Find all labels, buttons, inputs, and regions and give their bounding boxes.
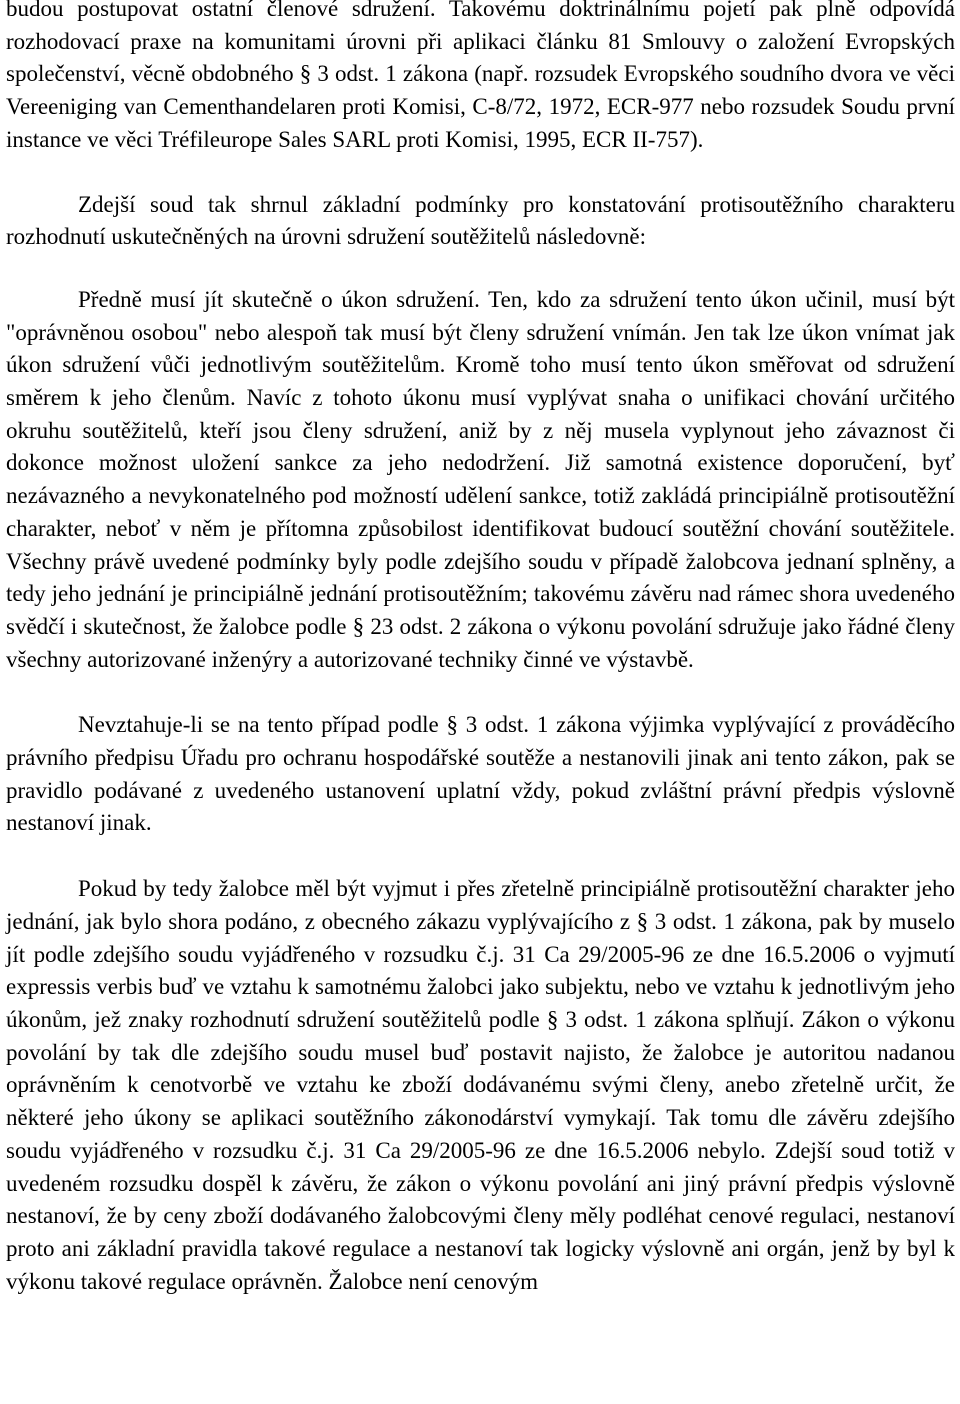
paragraph-4: Nevztahuje-li se na tento případ podle § 3 odst. 1 zákona výjimka vyplývající z prováděcího právního předpisu Úřadu pro ochranu hospodářské soutěže a nestanovili jinak ani tento zákon, pak se pravidlo podávané z uvedeného ustanovení uplatní vždy, pokud zvláštní právní předpis výslovně nestanoví jinak. <box>6 712 955 836</box>
paragraph-1: budou postupovat ostatní členové sdružení. Takovému doktrinálnímu pojetí pak plně odpovídá rozhodovací praxe na komunitami úrovni při aplikaci článku 81 Smlouvy o založení Evropských společenství, věcně obdobného § 3 odst. 1 zákona (např. rozsudek Evropského soudního dvora ve věci Vereeniging van Cementhandelaren proti Komisi, C-8/72, 1972, ECR-977 nebo rozsudek Soudu první instance ve věci Tréfileurope Sales SARL proti Komisi, 1995, ECR II-757). <box>6 0 955 152</box>
paragraph-2: Zdejší soud tak shrnul základní podmínky pro konstatování protisoutěžního charakteru rozhodnutí uskutečněných na úrovni sdružení soutěžitelů následovně: <box>6 191 955 250</box>
paragraph-3: Předně musí jít skutečně o úkon sdružení. Ten, kdo za sdružení tento úkon učinil, musí být "oprávněnou osobou" nebo alespoň tak musí být členy sdružení vnímán. Jen tak lze úkon vnímat jak úkon sdružení vůči jednotlivým soutěžitelům. Kromě toho musí tento úkon směřovat od sdružení směrem k jeho členům. Navíc z tohoto úkonu musí vyplývat snaha o unifikaci chování určitého okruhu soutěžitelů, kteří jsou členy sdružení, aniž by z něj musela vyplynout jeho závaznost či dokonce možnost uložení sankce za jeho nedodržení. Již samotná existence doporučení, byť nezávazného a nevykonatelného pod možností udělení sankce, totiž zakládá principiálně protisoutěžní charakter, neboť v něm je přítomna způsobilost identifikovat budoucí soutěžní chování soutěžitele. Všechny právě uvedené podmínky byly podle zdejšího soudu v případě žalobcova jednaní splněny, a tedy jeho jednání je principiálně jednání protisoutěžním; takovému závěru nad rámec shora uvedeného svědčí i skutečnost, že žalobce podle § 23 odst. 2 zákona o výkonu povolání sdružuje jako řádné členy všechny autorizované inženýry a autorizované techniky činné ve výstavbě. <box>6 286 955 672</box>
paragraph-5: Pokud by tedy žalobce měl být vyjmut i přes zřetelně principiálně protisoutěžní charakter jeho jednání, jak bylo shora podáno, z obecného zákazu vyplývajícího z § 3 odst. 1 zákona, pak by muselo jít podle zdejšího soudu vyjádřeného v rozsudku č.j. 31 Ca 29/2005-96 ze dne 16.5.2006 o vyjmutí expressis verbis buď ve vztahu k samotnému žalobci jako subjektu, nebo ve vztahu k jednotlivým jeho úkonům, jež znaky rozhodnutí sdružení soutěžitelů podle § 3 odst. 1 zákona splňují. Zákon o výkonu povolání by tak dle zdejšího soudu musel buď postavit najisto, že žalobce je autoritou nadanou oprávněním k cenotvorbě ve vztahu ke zboží dodávanému svými členy, anebo zřetelně určit, že některé jeho úkony se aplikaci soutěžního zákonodárství vymykají. Tak tomu dle závěru zdejšího soudu vyjádřeného v rozsudku č.j. 31 Ca 29/2005-96 ze dne 16.5.2006 nebylo. Zdejší soud totiž v uvedeném rozsudku dospěl k závěru, že zákon o výkonu povolání ani jiný právní předpis výslovně nestanoví, že by ceny zboží dodávaného žalobcovými členy měly podléhat cenové regulaci, nestanoví proto ani základní pravidla takové regulace a nestanoví tak logicky výslovně ani orgán, jenž by byl k výkonu takové regulace oprávněn. Žalobce není cenovým <box>6 876 955 1294</box>
